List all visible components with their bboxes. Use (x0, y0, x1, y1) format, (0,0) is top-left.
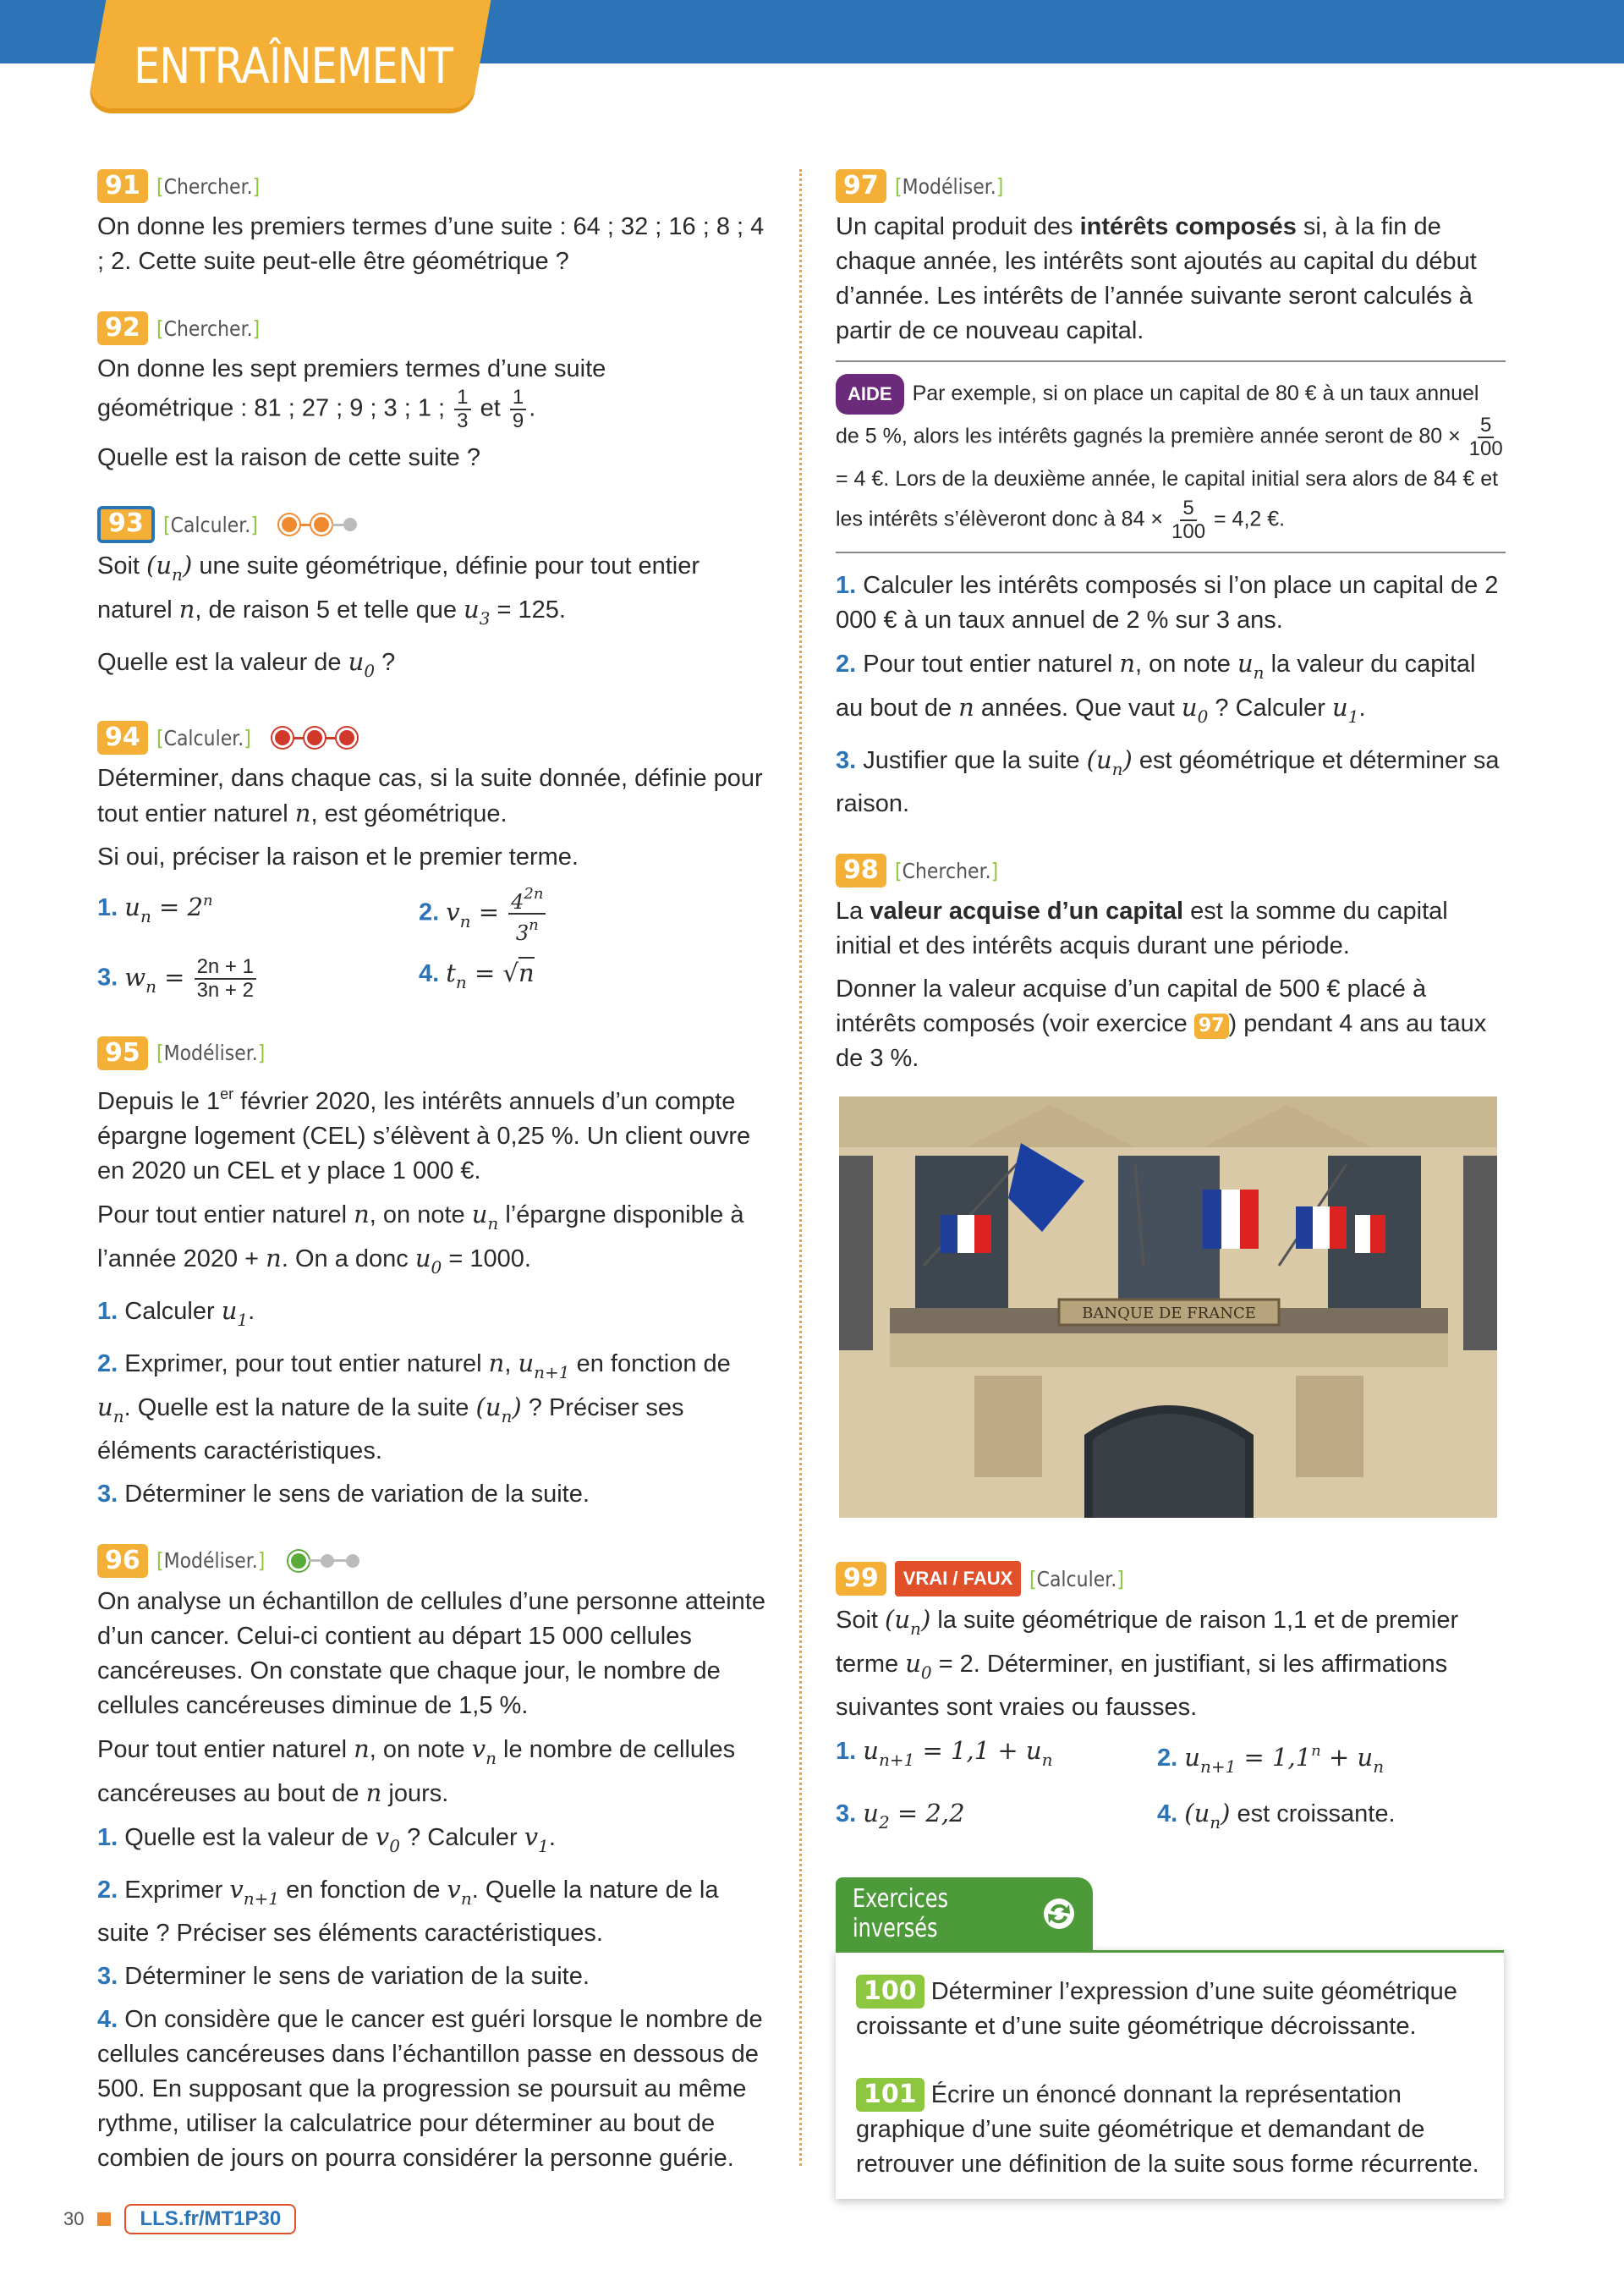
exercise-tag: [Modéliser.] (156, 1548, 266, 1574)
exercise-number: 97 (836, 169, 886, 203)
exercise-text: Depuis le 1er février 2020, les intérêts annuels d’un compte épargne logement (CEL) s’élèvent à 0,25 %. Un client ouvre en 2020 un CEL et y place 1 000 €. (97, 1085, 751, 1184)
exercise-number: 99 (836, 1562, 886, 1596)
question-3: 3. Justifier que la suite $(u_n)$ est géométrique et déterminer sa raison. (836, 745, 1500, 817)
question-2: 2. Exprimer, pour tout entier naturel n, $u_{n+1}$ en fonction de $u_n$. Quelle est la nature de la suite $(u_n)$ ? Préciser ses éléments caractéristiques. (97, 1348, 731, 1464)
exercise-number: 100 (856, 1975, 924, 2008)
question-3: 3. Déterminer le sens de variation de la suite. (97, 1962, 590, 1990)
exercise-number: 93 (97, 506, 155, 543)
exercise-number: 95 (97, 1036, 148, 1070)
inverted-exercises-box (836, 1950, 1504, 2199)
exercise-question: Quelle est la valeur de $u_0$ ? (97, 647, 396, 681)
exercise-text: La valeur acquise d’un capital est la somme du capital initial et des intérêts acquis durant une période. (836, 898, 1448, 959)
question-3: 3. Déterminer le sens de variation de la suite. (97, 1480, 590, 1508)
question-1: 1. Calculer les intérêts composés si l’on place un capital de 2 000 € à un taux annuel de 2 % sur 3 ans. (836, 572, 1499, 634)
exercise-91 (97, 168, 770, 279)
question-1: 1. Calculer $u_1$. (97, 1295, 255, 1330)
inverted-exercises-header (836, 1877, 1093, 1950)
page-number: 30 (63, 2208, 85, 2229)
footer-link[interactable]: LLS.fr/MT1P30 (124, 2204, 296, 2234)
question-2: 2. Pour tout entier naturel n, on note $u_n$ la valeur du capital au bout de n années. Que vaut $u_0$ ? Calculer $u_1$. (836, 649, 1476, 727)
exercise-number: 91 (97, 169, 148, 203)
exercise-94 (97, 719, 770, 1004)
exercise-number: 98 (836, 854, 886, 887)
exercise-tag: [Modéliser.] (156, 1041, 266, 1066)
inverted-exercises (836, 1877, 1504, 2199)
exercise-text: Déterminer, dans chaque cas, si la suite donnée, définie pour tout entier naturel n, est géométrique. (97, 765, 763, 827)
exercise-97 (836, 168, 1506, 822)
exercise-reference: 97 (1194, 1014, 1229, 1039)
exercise-96 (97, 1542, 770, 2176)
question-1: 1. Quelle est la valeur de $v_0$ ? Calculer $v_1$. (97, 1822, 556, 1856)
inverse-arrows-icon (1042, 1897, 1076, 1931)
help-badge: AIDE (836, 374, 904, 415)
page-footer (63, 2204, 296, 2234)
exercise-92 (97, 310, 770, 475)
exercise-items: 1. $u_{n+1} = 1,1 + u_n$ 2. $u_{n+1} = 1,1^n + u_n$ 3. $u_2 = 2,2$ 4. $(u_n)$ est croissante. (836, 1736, 1396, 1833)
exercise-text: On donne les premiers termes d’une suite : 64 ; 32 ; 16 ; 8 ; 4 ; 2. Cette suite peut-elle être géométrique ? (97, 213, 765, 275)
exercise-text: Donner la valeur acquise d’un capital de 500 € placé à intérêts composés (voir exercice 97 ) pendant 4 ans au taux de 3 %. (836, 975, 1487, 1072)
exercise-text: Soit $(u_n)$ une suite géométrique, définie pour tout entier naturel n, de raison 5 et telle que $u_3 = 125$. (97, 551, 700, 629)
true-false-badge: VRAI / FAUX (895, 1561, 1022, 1596)
exercise-text: Si oui, préciser la raison et le premier terme. (97, 844, 579, 871)
exercise-number: 96 (97, 1544, 148, 1578)
section-title: ENTRAÎNEMENT (134, 37, 453, 95)
exercise-tag: [Modéliser.] (894, 173, 1004, 199)
exercise-99 (836, 1560, 1506, 1840)
difficulty-indicator (279, 514, 357, 535)
exercise-text: Un capital produit des intérêts composés si, à la fin de chaque année, les intérêts sont ajoutés au capital du début d’année. Les intérêts de l’année suivante seront calculés à partir de ce nouveau capital. (836, 213, 1477, 344)
difficulty-indicator (288, 1551, 359, 1571)
footer-square-icon (97, 2212, 111, 2226)
exercise-number: 92 (97, 311, 148, 345)
question-4: 4. On considère que le cancer est guéri lorsque le nombre de cellules cancéreuses dans l’échantillon passe en dessous de 500. En supposant que la progression se poursuit au même rythme, utiliser la calculatrice pour déterminer au bout de combien de jours on pourra considérer la personne guérie. (97, 2005, 763, 2172)
exercise-number: 94 (97, 721, 148, 755)
left-column (97, 168, 770, 2206)
exercise-number: 101 (856, 2078, 924, 2112)
right-column (836, 168, 1506, 2199)
exercise-text: Soit $(u_n)$ la suite géométrique de raison 1,1 et de premier terme $u_0 = 2$. Déterminer, en justifiant, si les affirmations suivantes sont vraies ou fausses. (836, 1605, 1459, 1721)
bank-of-france-photo (839, 1096, 1497, 1518)
exercise-93 (97, 506, 770, 689)
help-box: AIDE Par exemple, si on place un capital de 80 € à un taux annuel de 5 %, alors les intérêts gagnés la première année seront de 80 × $\frac{5}{100}$ = 4 €. Lors de la deuxième année, le capital initial sera alors de 84 € et les intérêts s’élèveront donc à 84 × $\frac{5}{100}$ = 4,2 €. (836, 360, 1506, 553)
exercise-101: 101 Écrire un énoncé donnant la représentation graphique d’une suite géométrique et demandant de retrouver une définition de la suite sous forme récurrente. (856, 2080, 1479, 2178)
column-divider (799, 169, 802, 2166)
difficulty-indicator (272, 728, 357, 748)
exercise-tag: [Chercher.] (156, 173, 260, 199)
exercise-tag: [Calculer.] (156, 725, 251, 750)
exercise-98 (836, 852, 1506, 1518)
exercise-text: On analyse un échantillon de cellules d’une personne atteinte d’un cancer. Celui-ci contient au départ 15 000 cellules cancéreuses. On constate que chaque jour, le nombre de cellules cancéreuses diminue de 1,5 %. (97, 1587, 765, 1719)
exercise-100: 100 Déterminer l’expression d’une suite géométrique croissante et d’une suite géométrique décroissante. (856, 1976, 1457, 2040)
exercise-tag: [Calculer.] (162, 512, 258, 537)
inverted-exercises-title: Exercices inversés (853, 1884, 949, 1943)
exercise-text: On donne les sept premiers termes d’une suite géométrique : 81 ; 27 ; 9 ; 3 ; 1 ; $\frac{1}{3}$ et $\frac{1}{9}$ . (97, 355, 606, 432)
exercise-items: 1. $u_n = 2^n$ 2. $v_n$ = $\frac{4^{2n}}{3^n}$ 3. $w_n$ = $\frac{2n + 1}{3n + 2}$ 4. $t_n = √n$ (97, 883, 770, 1004)
exercise-95 (97, 1035, 770, 1512)
question-2: 2. Exprimer $v_{n+1}$ en fonction de $v_n$. Quelle la nature de la suite ? Préciser ses éléments caractéristiques. (97, 1874, 719, 1947)
exercise-question: Quelle est la raison de cette suite ? (97, 444, 480, 471)
bank-sign-text: BANQUE DE FRANCE (1082, 1305, 1256, 1322)
exercise-text: Pour tout entier naturel n, on note $u_n$ l’épargne disponible à l’année 2020 + n. On a donc $u_0 = 1000$. (97, 1199, 744, 1278)
exercise-tag: [Chercher.] (894, 858, 998, 883)
exercise-tag: [Calculer.] (1029, 1566, 1125, 1591)
exercise-tag: [Chercher.] (156, 316, 260, 341)
exercise-text: Pour tout entier naturel n, on note $v_n$ le nombre de cellules cancéreuses au bout de n jours. (97, 1734, 736, 1807)
